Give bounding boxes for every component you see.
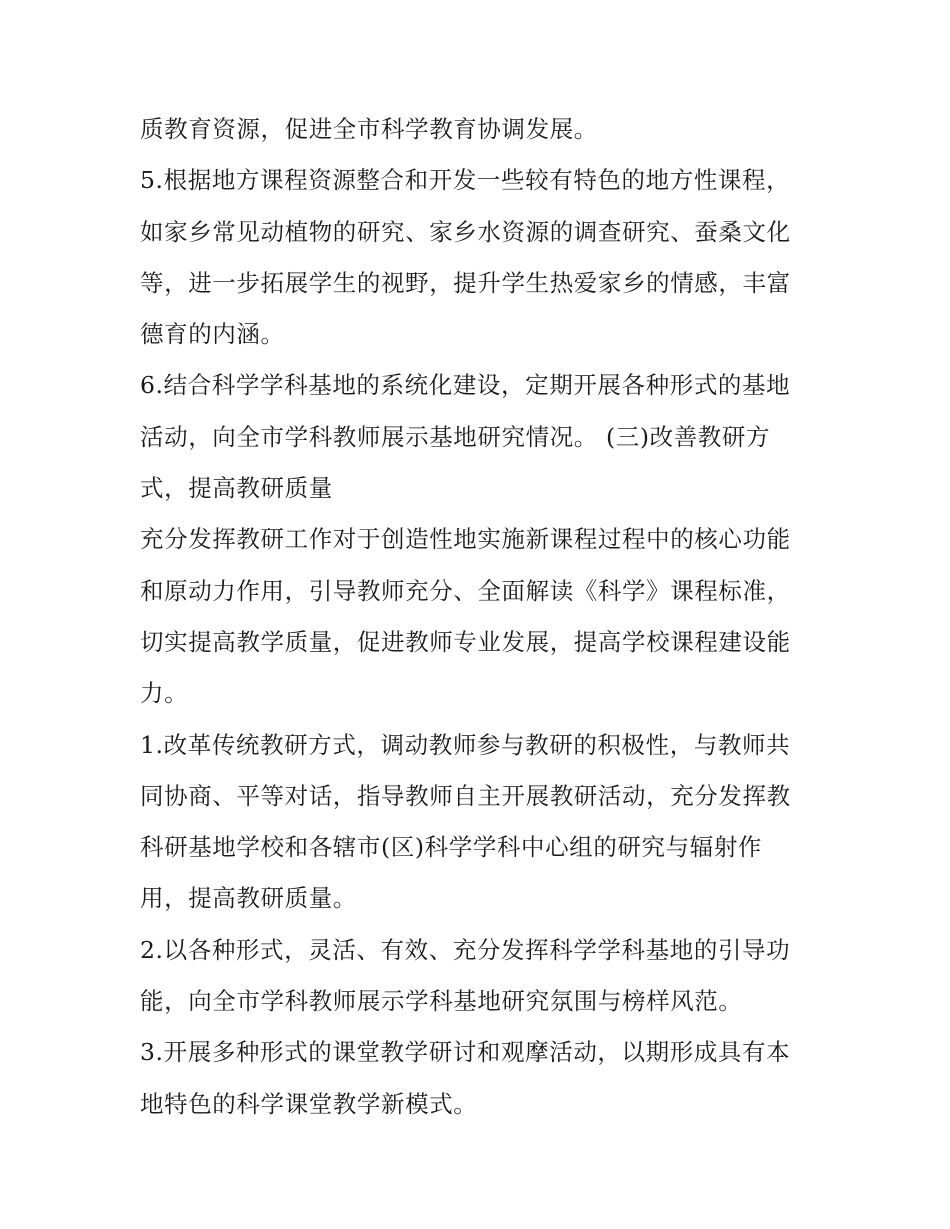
text-line: 如家乡常见动植物的研究、家乡水资源的调查研究、蚕桑文化 xyxy=(140,217,791,246)
text-line: 2.以各种形式，灵活、有效、充分发挥科学学科基地的引导功 xyxy=(140,935,791,964)
text-line: 切实提高教学质量，促进教师专业发展，提高学校课程建设能 xyxy=(140,627,791,656)
text-line: 5.根据地方课程资源整合和开发一些较有特色的地方性课程， xyxy=(140,166,791,195)
text-line: 3.开展多种形式的课堂教学研讨和观摩活动，以期形成具有本 xyxy=(140,1038,791,1067)
text-line: 力。 xyxy=(140,679,189,708)
text-line: 活动，向全市学科教师展示基地研究情况。 (三)改善教研方 xyxy=(140,422,771,451)
text-line: 式，提高教研质量 xyxy=(140,474,333,503)
text-line: 质教育资源，促进全市科学教育协调发展。 xyxy=(140,115,598,143)
document-body xyxy=(140,104,820,1130)
text-line: 科研基地学校和各辖市(区)科学学科中心组的研究与辐射作 xyxy=(140,833,763,862)
text-line: 6.结合科学学科基地的系统化建设，定期开展各种形式的基地 xyxy=(140,371,791,400)
text-line: 能，向全市学科教师展示学科基地研究氛围与榜样风范。 xyxy=(140,987,743,1016)
text-line: 同协商、平等对话，指导教师自主开展教研活动，充分发挥教 xyxy=(140,781,791,810)
text-line: 地特色的科学课堂教学新模式。 xyxy=(140,1089,478,1118)
text-line: 等，进一步拓展学生的视野，提升学生热爱家乡的情感，丰富 xyxy=(140,268,791,297)
text-line: 1.改革传统教研方式，调动教师参与教研的积极性，与教师共 xyxy=(140,730,791,759)
text-line: 充分发挥教研工作对于创造性地实施新课程过程中的核心功能 xyxy=(140,525,791,554)
text-line: 用，提高教研质量。 xyxy=(140,884,357,913)
text-line: 德育的内涵。 xyxy=(140,320,285,349)
text-line: 和原动力作用，引导教师充分、全面解读《科学》课程标准， xyxy=(140,576,791,605)
